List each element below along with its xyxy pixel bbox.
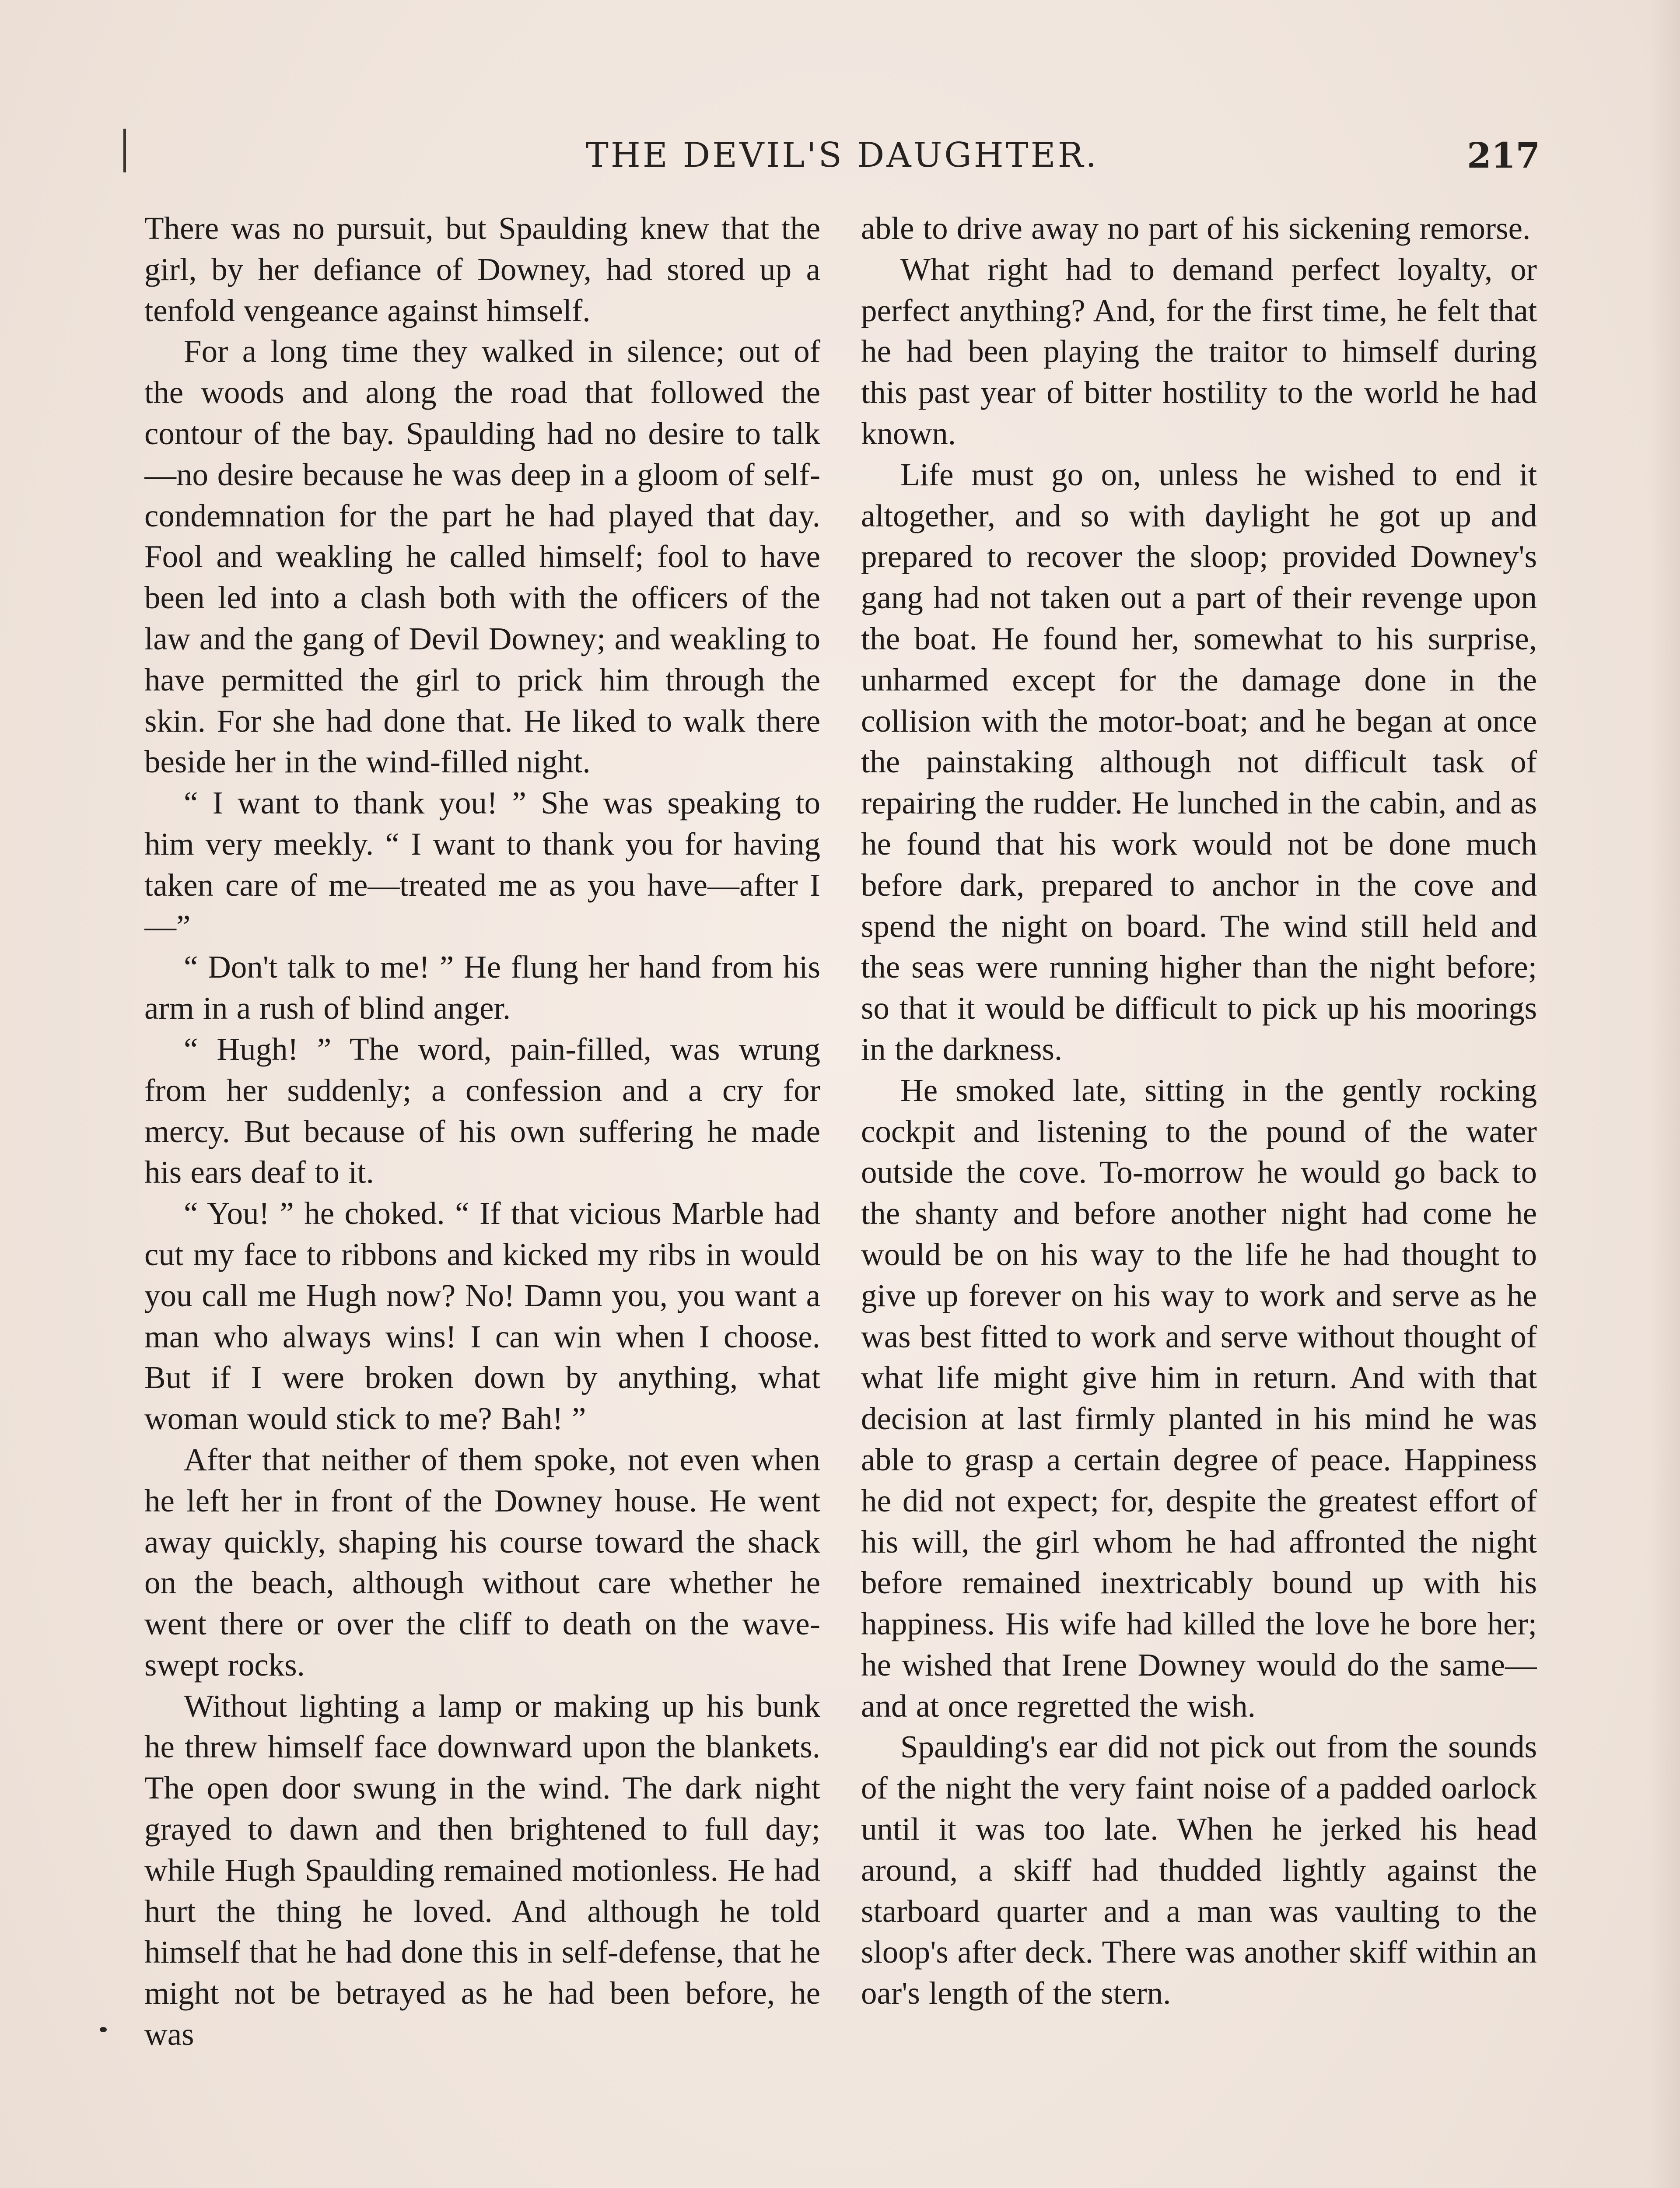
running-title: THE DEVIL'S DAUGHTER.	[585, 136, 1099, 175]
margin-mark	[123, 129, 126, 172]
ink-speck	[100, 2027, 107, 2032]
paragraph: “ You! ” he choked. “ If that vicious Marble had cut my face to ribbons and kicked my ribs in would you call me Hugh now? No! Damn you, you want a man who always wins! I can win when I choose. But if I were broken down by anything, what woman would stick to me? Bah! ”	[144, 1196, 820, 1437]
paragraph: Without lighting a lamp or making up his bunk he threw himself face downward upon the blankets. The open door swung in the wind. The dark night grayed to dawn and then brightened to full day; while Hugh Spaulding remained motionless. He had hurt the thing he loved. And although he told himself that he had done this in self-defense, that he might not be betrayed as he had been before, he was	[144, 1688, 820, 2052]
paragraph: “ Hugh! ” The word, pain-filled, was wrung from her suddenly; a confession and a cry for mercy. But because of his own suffering he made his ears deaf to it.	[144, 1031, 820, 1190]
running-header	[144, 131, 1540, 188]
paragraph: He smoked late, sitting in the gently rocking cockpit and listening to the pound of the water outside the cove. To-morrow he would go back to the shanty and before another night had come he would be on his way to the life he had thought to give up forever on his way to work and serve as he was best fitted to work and serve without thought of what life might give him in return. And with that decision at last firmly planted in his mind he was able to grasp a certain degree of peace. Happiness he did not expect; for, despite the greatest effort of his will, the girl whom he had affronted the night before remained inextricably bound up with his happiness. His wife had killed the love he bore her; he wished that Irene Downey would do the same—and at once regretted the wish.	[861, 1072, 1537, 1724]
paragraph: Spaulding's ear did not pick out from the sounds of the night the very faint noise of a padded oarlock until it was too late. When he jerked his head around, a skiff had thudded lightly against the starboard quarter and a man was vaulting to the sloop's after deck. There was another skiff within an oar's length of the stern.	[861, 1729, 1537, 2011]
right-text-column	[861, 208, 1537, 2188]
paragraph: There was no pursuit, but Spaulding knew that the girl, by her defiance of Downey, had stored up a tenfold vengeance against himself.	[144, 210, 820, 328]
paragraph: For a long time they walked in silence; out of the woods and along the road that followed the contour of the bay. Spaulding had no desire to talk—no desire because he was deep in a gloom of self-condemnation for the part he had played that day. Fool and weakling he called himself; fool to have been led into a clash both with the officers of the law and the gang of Devil Downey; and weakling to have permitted the girl to prick him through the skin. For she had done that. He liked to walk there beside her in the wind-filled night.	[144, 333, 820, 780]
paragraph: Life must go on, unless he wished to end it altogether, and so with daylight he got up and prepared to recover the sloop; provided Downey's gang had not taken out a part of their revenge upon the boat. He found her, somewhat to his surprise, unharmed except for the damage done in the collision with the motor-boat; and he began at once the painstaking although not difficult task of repairing the rudder. He lunched in the cabin, and as he found that his work would not be done much before dark, prepared to anchor in the cove and spend the night on board. The wind still held and the seas were running higher than the night before; so that it would be difficult to pick up his moorings in the darkness.	[861, 456, 1537, 1067]
paragraph: What right had to demand perfect loyalty, or perfect anything? And, for the first time, he felt that he had been playing the traitor to himself during this past year of bitter hostility to the world he had known.	[861, 251, 1537, 451]
paragraph: able to drive away no part of his sickening remorse.	[861, 210, 1531, 246]
paragraph: “ I want to thank you! ” She was speaking to him very meekly. “ I want to thank you for having taken care of me—treated me as you have—after I—”	[144, 785, 820, 944]
paragraph: “ Don't talk to me! ” He flung her hand from his arm in a rush of blind anger.	[144, 949, 820, 1026]
paragraph: After that neither of them spoke, not even when he left her in front of the Downey house. He went away quickly, shaping his course toward the shack on the beach, although without care whether he went there or over the cliff to death on the wave-swept rocks.	[144, 1441, 820, 1683]
page-number: 217	[1467, 135, 1540, 176]
left-text-column	[144, 208, 820, 2188]
